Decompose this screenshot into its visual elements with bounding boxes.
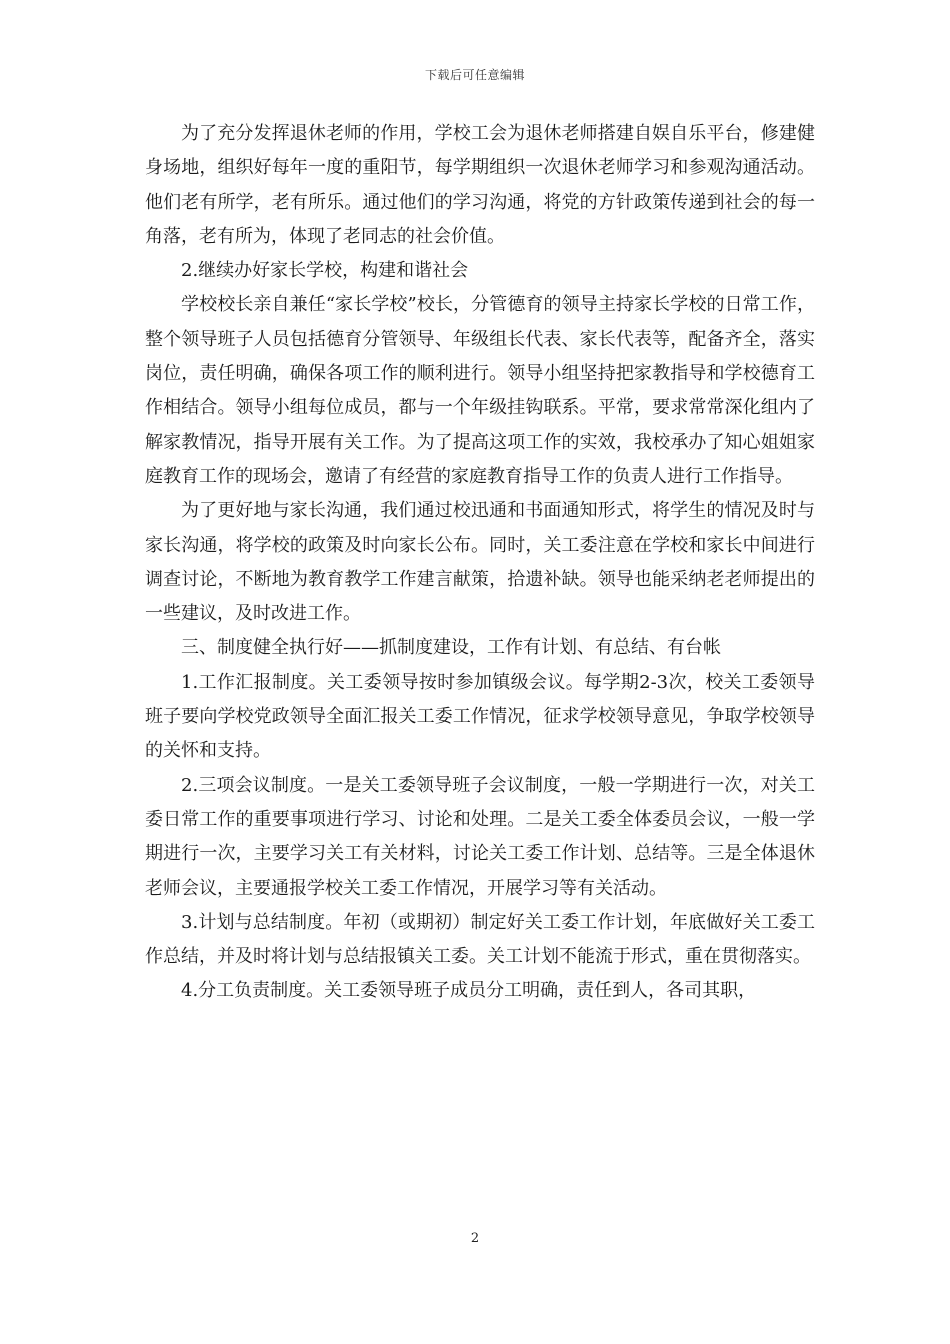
page-number: 2 [470, 1231, 480, 1246]
paragraph: 4.分工负责制度。关工委领导班子成员分工明确，责任到人，各司其职， [181, 980, 757, 1002]
paragraph: 3.计划与总结制度。年初（或期初）制定好关工委工作计划，年底做好关工委工作总结，并及时将计划与总结报镇关工委。关工计划不能流于形式，重在贯彻落实。 [145, 911, 815, 968]
paragraph: 为了充分发挥退休老师的作用，学校工会为退休老师搭建自娱自乐平台，修建健身场地，组织好每年一度的重阳节，每学期组织一次退休老师学习和参观沟通活动。他们老有所学，老有所乐。通过他们的学习沟通，将党的方针政策传递到社会的每一角落，老有所为，体现了老同志的社会价值。 [145, 123, 815, 247]
paragraph: 为了更好地与家长沟通，我们通过校迅通和书面通知形式，将学生的情况及时与家长沟通，将学校的政策及时向家长公布。同时，关工委注意在学校和家长中间进行调查讨论，不断地为教育教学工作建言献策，拾遗补缺。领导也能采纳老老师提出的一些建议，及时改进工作。 [145, 500, 815, 625]
paragraph: 2.三项会议制度。一是关工委领导班子会议制度，一般一学期进行一次，对关工委日常工作的重要事项进行学习、讨论和处理。二是关工委全体委员会议，一般一学期进行一次，主要学习关工有关材料，讨论关工委工作计划、总结等。三是全体退休老师会议，主要通报学校关工委工作情况，开展学习等有关活动。 [145, 774, 815, 899]
section-heading: 三、制度健全执行好——抓制度建设，工作有计划、有总结、有台帐 [181, 637, 721, 659]
paragraph: 学校校长亲自兼任“家长学校”校长，分管德育的领导主持家长学校的日常工作，整个领导班子人员包括德育分管领导、年级组长代表、家长代表等，配备齐全，落实岗位，责任明确，确保各项工作的顺利进行。领导小组坚持把家教指导和学校德育工作相结合。领导小组每位成员，都与一个年级挂钩联系。平常，要求常常深化组内了解家教情况，指导开展有关工作。为了提高这项工作的实效，我校承办了知心姐姐家庭教育工作的现场会，邀请了有经营的家庭教育指导工作的负责人进行工作指导。 [145, 294, 815, 487]
body-text [145, 117, 815, 1009]
section-heading: 2.继续办好家长学校，构建和谐社会 [181, 260, 469, 282]
paragraph: 1.工作汇报制度。关工委领导按时参加镇级会议。每学期2-3次，校关工委领导班子要向学校党政领导全面汇报关工委工作情况，征求学校领导意见，争取学校领导的关怀和支持。 [145, 671, 815, 762]
header-note: 下载后可任意编辑 [424, 68, 525, 82]
